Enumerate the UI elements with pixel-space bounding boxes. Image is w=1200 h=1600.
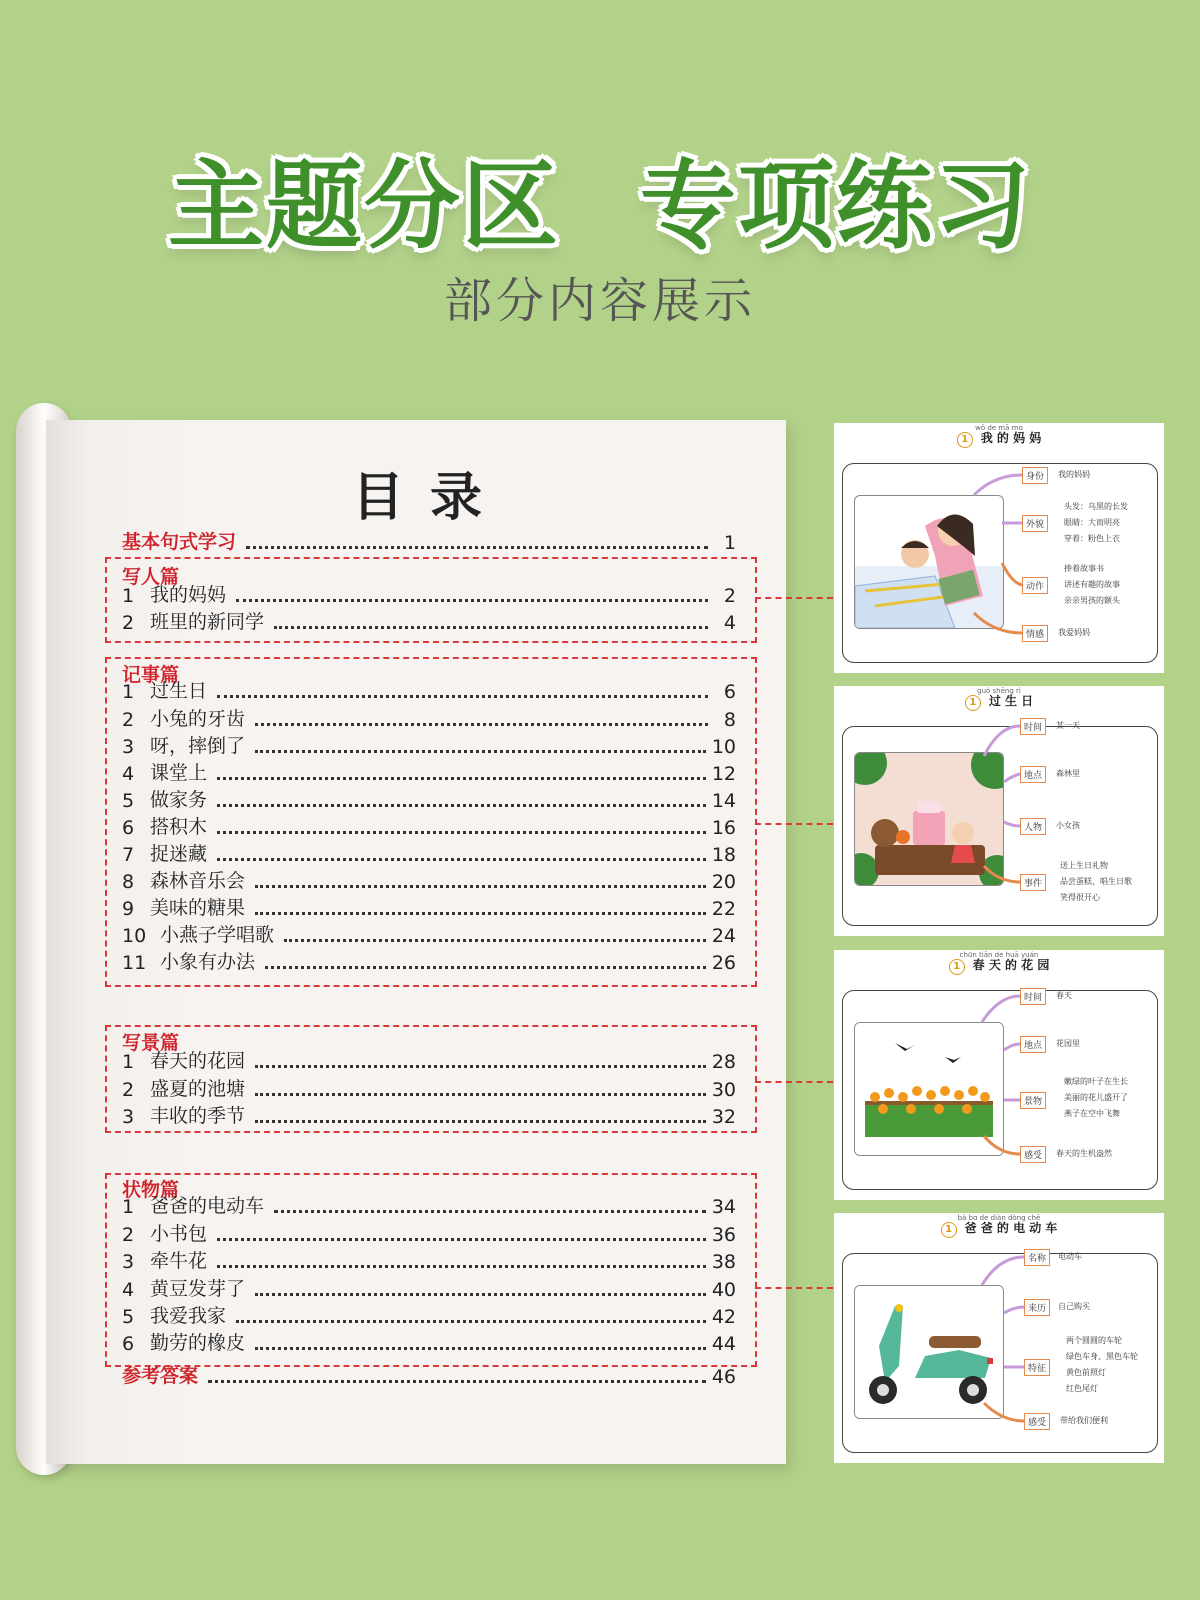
toc-item[interactable] [122, 786, 736, 812]
item-label: 课堂上 [150, 762, 208, 784]
page-number: 14 [711, 790, 736, 812]
toc-item[interactable] [122, 1047, 736, 1073]
branch-value: 讲述有趣的故事 [1064, 580, 1120, 589]
page-number: 28 [711, 1051, 736, 1073]
branch-value: 带给我们便利 [1060, 1416, 1108, 1425]
page-number: 42 [711, 1306, 736, 1328]
leader-dots [255, 723, 708, 726]
page-number: 20 [711, 871, 736, 893]
item-number: 6 [122, 817, 135, 839]
leader-dots [255, 885, 706, 888]
toc-item[interactable] [122, 677, 736, 703]
mind-map-branches [834, 686, 1164, 936]
headline-part2: 专项练习 [640, 150, 1032, 262]
leader-dots [255, 1120, 706, 1123]
item-number: 5 [122, 1306, 135, 1328]
card-pinyin: bà bɑ de diàn dòng chē [957, 1214, 1041, 1222]
connector-line [755, 1287, 833, 1289]
branch-value: 亲亲男孩的额头 [1064, 596, 1120, 605]
item-label: 春天的花园 [150, 1050, 246, 1072]
leader-dots [217, 858, 706, 861]
branch-value: 两个圆圆的车轮 [1066, 1336, 1122, 1345]
toc-item[interactable] [122, 732, 736, 758]
branch-value: 花园里 [1056, 1039, 1080, 1048]
item-label: 呀，摔倒了 [150, 735, 246, 757]
item-label: 美味的糖果 [150, 897, 246, 919]
branch-value: 送上生日礼物 [1060, 861, 1108, 870]
item-number: 9 [122, 898, 135, 920]
branch-value: 森林里 [1056, 769, 1080, 778]
leader-dots [217, 777, 706, 780]
card-pinyin: guò shēng rì [977, 687, 1021, 695]
branch-value: 红色尾灯 [1066, 1384, 1098, 1393]
page-number: 32 [711, 1106, 736, 1128]
item-number: 2 [122, 1224, 135, 1246]
toc-item[interactable] [122, 759, 736, 785]
page-number: 46 [711, 1366, 736, 1388]
branch-value: 品尝蛋糕、唱生日歌 [1060, 877, 1132, 886]
toc-intro[interactable] [122, 528, 736, 554]
toc-item[interactable] [122, 1102, 736, 1128]
branch-value: 电动车 [1058, 1252, 1082, 1261]
branch-label: 时间 [1020, 718, 1046, 735]
page-number: 40 [711, 1279, 736, 1301]
branch-label: 特征 [1024, 1359, 1050, 1376]
branch-value: 某一天 [1056, 721, 1080, 730]
card-number-badge: 1 [941, 1222, 957, 1238]
leader-dots [217, 1238, 706, 1241]
item-label: 我爱我家 [150, 1305, 227, 1327]
section-title: 记事篇 [122, 664, 180, 686]
branch-label: 身份 [1022, 467, 1048, 484]
toc-item[interactable] [122, 705, 736, 731]
branch-label: 时间 [1020, 988, 1046, 1005]
item-number: 2 [122, 709, 135, 731]
card-title-text: 我 的 妈 妈 [980, 431, 1042, 445]
item-label: 小燕子学唱歌 [160, 924, 275, 946]
headline-part1: 主题分区 [168, 150, 560, 262]
branch-label: 感受 [1024, 1413, 1050, 1430]
item-label: 黄豆发芽了 [150, 1278, 246, 1300]
card-title-text: 爸 爸 的 电 动 车 [964, 1221, 1058, 1235]
leader-dots [208, 1380, 706, 1383]
connector-line [755, 597, 833, 599]
page-number: 18 [711, 844, 736, 866]
headline [0, 130, 1200, 262]
item-number: 2 [122, 612, 135, 634]
toc-item[interactable] [122, 608, 736, 634]
leader-dots [274, 626, 708, 629]
item-number: 3 [122, 1106, 135, 1128]
branch-label: 动作 [1022, 577, 1048, 594]
item-number: 6 [122, 1333, 135, 1355]
branch-value: 我的妈妈 [1058, 470, 1090, 479]
card-number-badge: 1 [949, 959, 965, 975]
page-number: 36 [711, 1224, 736, 1246]
page-number: 24 [711, 925, 736, 947]
item-label: 勤劳的橡皮 [150, 1332, 246, 1354]
mind-map-branches [834, 423, 1164, 673]
leader-dots [217, 804, 706, 807]
toc-title: 目录 [351, 468, 508, 528]
item-label: 丰收的季节 [150, 1105, 246, 1127]
branch-value: 绿色车身、黑色车轮 [1066, 1352, 1138, 1361]
preview-card-birthday [834, 686, 1164, 936]
card-number-badge: 1 [957, 432, 973, 448]
toc-item[interactable] [122, 1247, 736, 1273]
preview-card-mother [834, 423, 1164, 673]
item-number: 8 [122, 871, 135, 893]
branch-value: 春天 [1056, 991, 1072, 1000]
branch-label: 来历 [1024, 1299, 1050, 1316]
page-number: 8 [723, 709, 736, 731]
page-number: 12 [711, 763, 736, 785]
item-label: 牵牛花 [150, 1250, 208, 1272]
branch-value: 燕子在空中飞舞 [1064, 1109, 1120, 1118]
preview-card-scooter [834, 1213, 1164, 1463]
item-number: 2 [122, 1079, 135, 1101]
leader-dots [236, 1320, 706, 1323]
branch-value: 美丽的花儿盛开了 [1064, 1093, 1128, 1102]
toc-item[interactable] [122, 1275, 736, 1301]
branch-value: 穿着：粉色上衣 [1064, 534, 1120, 543]
leader-dots [255, 1347, 706, 1350]
branch-value: 黄色前照灯 [1066, 1368, 1106, 1377]
branch-value: 我爱妈妈 [1058, 628, 1090, 637]
leader-dots [246, 546, 708, 549]
item-label: 过生日 [150, 680, 208, 702]
item-label: 捉迷藏 [150, 843, 208, 865]
toc-item[interactable] [122, 1302, 736, 1328]
toc-item[interactable] [122, 813, 736, 839]
toc-item[interactable] [122, 840, 736, 866]
item-number: 1 [122, 585, 135, 607]
leader-dots [217, 831, 706, 834]
leader-dots [255, 750, 706, 753]
item-number: 4 [122, 1279, 135, 1301]
branch-value: 笑得很开心 [1060, 893, 1100, 902]
item-number: 3 [122, 736, 135, 758]
leader-dots [255, 912, 706, 915]
item-label: 班里的新同学 [150, 611, 265, 633]
branch-value: 小女孩 [1056, 821, 1080, 830]
toc-answers[interactable] [122, 1362, 736, 1388]
branch-label: 感受 [1020, 1146, 1046, 1163]
page-number: 6 [723, 681, 736, 703]
toc-item[interactable] [122, 867, 736, 893]
section-title: 状物篇 [122, 1179, 180, 1201]
leader-dots [255, 1293, 706, 1296]
toc-answers-label: 参考答案 [122, 1365, 199, 1387]
branch-label: 地点 [1020, 766, 1046, 783]
branch-value: 眼睛：大而明亮 [1064, 518, 1120, 527]
item-number: 11 [122, 952, 147, 974]
card-title-text: 春 天 的 花 园 [972, 958, 1050, 972]
connector-line [755, 823, 833, 825]
item-label: 小象有办法 [160, 951, 256, 973]
item-label: 小书包 [150, 1223, 208, 1245]
card-pinyin: chūn tiān de huā yuán [959, 951, 1039, 959]
branch-value: 自己购买 [1058, 1302, 1090, 1311]
toc-item[interactable] [122, 1075, 736, 1101]
branch-value: 头发：乌黑的长发 [1064, 502, 1128, 511]
branch-label: 名称 [1024, 1249, 1050, 1266]
leader-dots [284, 939, 706, 942]
leader-dots [265, 966, 706, 969]
item-number: 1 [122, 1051, 135, 1073]
item-label: 小兔的牙齿 [150, 708, 246, 730]
branch-value: 捧着故事书 [1064, 564, 1104, 573]
item-label: 森林音乐会 [150, 870, 246, 892]
preview-card-spring-garden [834, 950, 1164, 1200]
page-number: 38 [711, 1251, 736, 1273]
connector-line [755, 1081, 833, 1083]
page-number: 16 [711, 817, 736, 839]
toc-item[interactable] [122, 1220, 736, 1246]
mind-map-branches [834, 950, 1164, 1200]
card-number-badge: 1 [965, 695, 981, 711]
section-title: 写人篇 [122, 566, 180, 588]
item-number: 4 [122, 763, 135, 785]
item-number: 1 [122, 681, 135, 703]
toc-item[interactable] [122, 948, 736, 974]
page-number: 2 [723, 585, 736, 607]
branch-label: 景物 [1020, 1092, 1046, 1109]
item-number: 5 [122, 790, 135, 812]
item-label: 爸爸的电动车 [150, 1195, 265, 1217]
leader-dots [217, 695, 708, 698]
card-pinyin: wǒ de mā mɑ [975, 424, 1023, 432]
branch-value: 春天的生机盎然 [1056, 1149, 1112, 1158]
page-number: 30 [711, 1079, 736, 1101]
item-label: 我的妈妈 [150, 584, 227, 606]
card-title-text: 过 生 日 [988, 694, 1034, 708]
item-number: 7 [122, 844, 135, 866]
section-title: 写景篇 [122, 1032, 180, 1054]
branch-label: 外貌 [1022, 515, 1048, 532]
toc-item[interactable] [122, 1192, 736, 1218]
item-number: 10 [122, 925, 147, 947]
toc-item[interactable] [122, 921, 736, 947]
page-number: 22 [711, 898, 736, 920]
toc-intro-label: 基本句式学习 [122, 531, 237, 553]
leader-dots [255, 1093, 706, 1096]
toc-item[interactable] [122, 894, 736, 920]
branch-label: 情感 [1022, 625, 1048, 642]
page-number: 1 [723, 532, 736, 554]
item-number: 3 [122, 1251, 135, 1273]
page-number: 34 [711, 1196, 736, 1218]
leader-dots [274, 1210, 706, 1213]
branch-value: 嫩绿的叶子在生长 [1064, 1077, 1128, 1086]
page-number: 26 [711, 952, 736, 974]
toc-item[interactable] [122, 581, 736, 607]
page-number: 10 [711, 736, 736, 758]
page-number: 4 [723, 612, 736, 634]
branch-label: 地点 [1020, 1036, 1046, 1053]
subtitle: 部分内容展示 [443, 273, 756, 329]
branch-label: 人物 [1020, 818, 1046, 835]
item-number: 1 [122, 1196, 135, 1218]
toc-item[interactable] [122, 1329, 736, 1355]
leader-dots [236, 599, 708, 602]
branch-label: 事件 [1020, 874, 1046, 891]
item-label: 盛夏的池塘 [150, 1078, 246, 1100]
item-label: 搭积木 [150, 816, 208, 838]
leader-dots [217, 1265, 706, 1268]
leader-dots [255, 1065, 706, 1068]
page-number: 44 [711, 1333, 736, 1355]
item-label: 做家务 [150, 789, 208, 811]
